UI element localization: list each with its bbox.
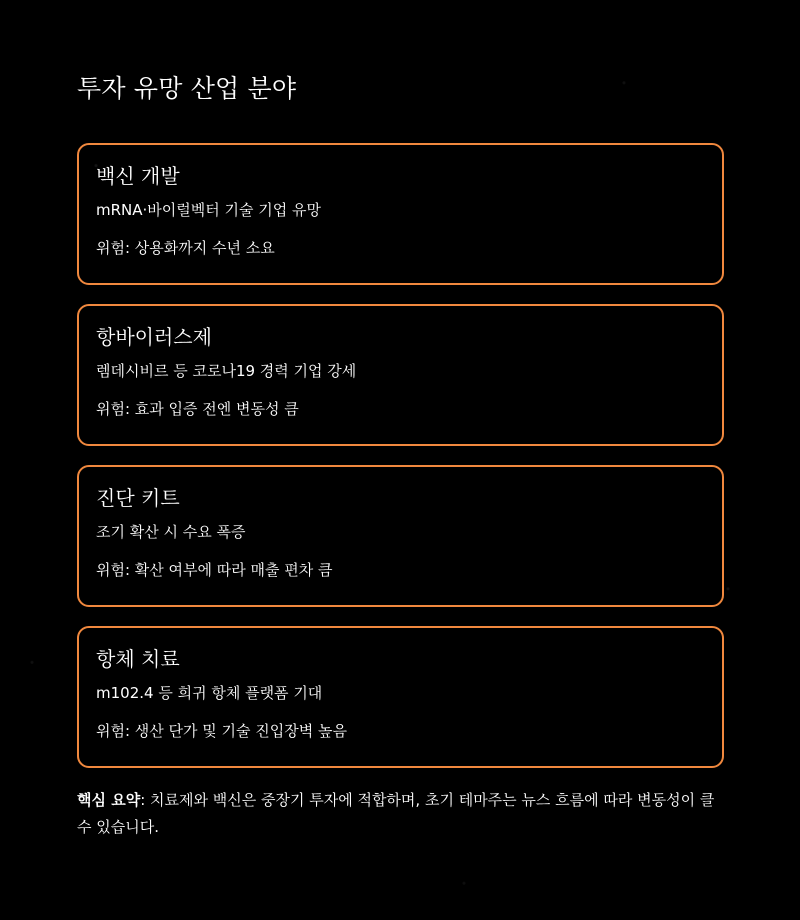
card-description: 렘데시비르 등 코로나19 경력 기업 강세 bbox=[96, 362, 357, 380]
card-title: 항바이러스제 bbox=[96, 325, 212, 349]
sector-card-diagnostic-kit bbox=[77, 465, 724, 607]
page-title: 투자 유망 산업 분야 bbox=[77, 74, 297, 103]
sector-card-list bbox=[77, 143, 724, 768]
card-title: 진단 키트 bbox=[96, 486, 180, 510]
card-description: mRNA·바이럴벡터 기술 기업 유망 bbox=[96, 201, 321, 219]
summary-label: 핵심 요약 bbox=[77, 791, 141, 809]
page-container bbox=[77, 72, 724, 856]
card-risk: 위험: 효과 입증 전엔 변동성 큼 bbox=[96, 400, 299, 418]
summary-body: : 치료제와 백신은 중장기 투자에 적합하며, 초기 테마주는 뉴스 흐름에 따라 변동성이 클 수 있습니다. bbox=[77, 791, 715, 836]
card-title: 항체 치료 bbox=[96, 647, 180, 671]
summary-text bbox=[77, 787, 724, 841]
card-description: m102.4 등 희귀 항체 플랫폼 기대 bbox=[96, 684, 323, 702]
sector-card-antiviral bbox=[77, 304, 724, 446]
sector-card-vaccine bbox=[77, 143, 724, 285]
card-risk: 위험: 상용화까지 수년 소요 bbox=[96, 239, 275, 257]
card-risk: 위험: 생산 단가 및 기술 진입장벽 높음 bbox=[96, 722, 348, 740]
card-description: 조기 확산 시 수요 폭증 bbox=[96, 523, 246, 541]
sector-card-antibody bbox=[77, 626, 724, 768]
card-risk: 위험: 확산 여부에 따라 매출 편차 큼 bbox=[96, 561, 333, 579]
card-title: 백신 개발 bbox=[96, 164, 180, 188]
